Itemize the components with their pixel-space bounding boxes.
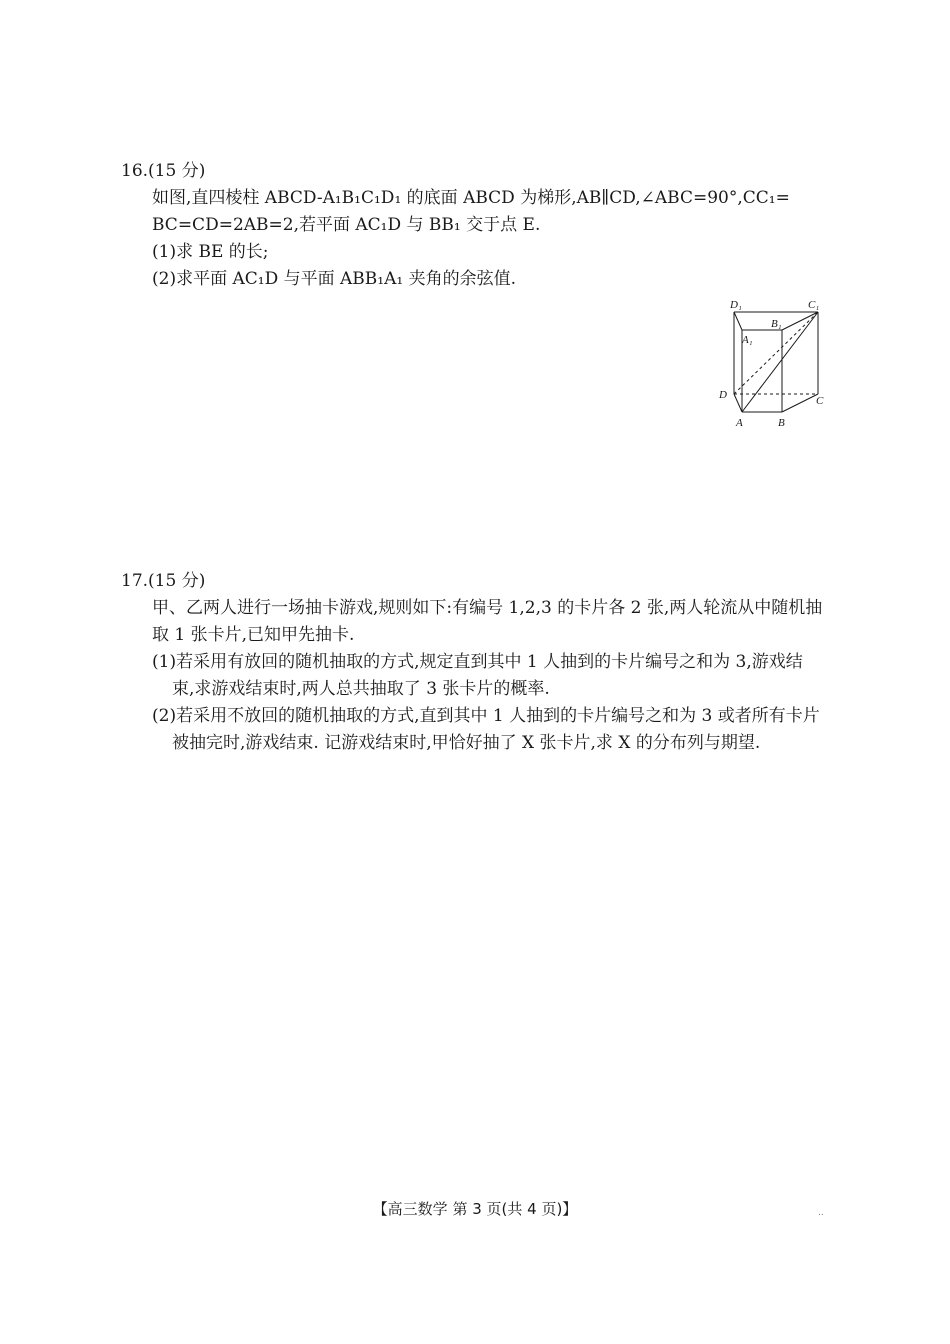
label-b1: B₁ xyxy=(771,318,782,330)
label-c1: C₁ xyxy=(808,299,820,311)
edge-d-a xyxy=(734,394,742,412)
label-d1: D₁ xyxy=(730,299,742,311)
question-17-stem-line-1: 甲、乙两人进行一场抽卡游戏,规则如下:有编号 1,2,3 的卡片各 2 张,两人轮流从中随机抽 xyxy=(152,598,823,618)
question-16-stem-line-2: BC=CD=2AB=2,若平面 AC₁D 与 BB₁ 交于点 E. xyxy=(152,215,541,235)
question-17-stem-line-2: 取 1 张卡片,已知甲先抽卡. xyxy=(152,625,355,645)
question-17-part-1-line-1: (1)若采用有放回的随机抽取的方式,规定直到其中 1 人抽到的卡片编号之和为 3,游戏结 xyxy=(152,652,803,672)
question-17-part-2-line-2: 被抽完时,游戏结束. 记游戏结束时,甲恰好抽了 X 张卡片,求 X 的分布列与期望. xyxy=(172,733,761,753)
edge-b1-c1 xyxy=(782,312,818,330)
label-d: D xyxy=(719,389,727,401)
question-17-part-1 xyxy=(121,649,841,703)
edge-b-c xyxy=(782,394,818,412)
question-16-stem-line-1: 如图,直四棱柱 ABCD-A₁B₁C₁D₁ 的底面 ABCD 为梯形,AB∥CD,∠ABC=90°,CC₁= xyxy=(152,188,790,208)
edge-d1-a1 xyxy=(734,312,742,330)
page-footer: 【高三数学 第 3 页(共 4 页)】 xyxy=(372,1200,578,1218)
label-a: A xyxy=(736,417,743,429)
question-17-part-2 xyxy=(121,703,841,757)
prism-figure xyxy=(716,296,828,436)
question-16-header: 16.(15 分) xyxy=(121,161,206,181)
question-17-part-1-line-2: 束,求游戏结束时,两人总共抽取了 3 张卡片的概率. xyxy=(172,679,550,699)
question-17-header: 17.(15 分) xyxy=(121,571,206,591)
label-b: B xyxy=(778,417,785,429)
question-17-part-2-line-1: (2)若采用不放回的随机抽取的方式,直到其中 1 人抽到的卡片编号之和为 3 或者所有卡片 xyxy=(152,706,820,726)
label-c: C xyxy=(816,395,824,407)
question-17 xyxy=(121,568,841,757)
label-a1: A₁ xyxy=(742,334,753,346)
question-16-part-2: (2)求平面 AC₁D 与平面 ABB₁A₁ 夹角的余弦值. xyxy=(152,269,516,289)
question-16 xyxy=(121,158,841,293)
question-16-part-1: (1)求 BE 的长; xyxy=(152,242,269,262)
corner-mark: .. xyxy=(818,1208,824,1218)
